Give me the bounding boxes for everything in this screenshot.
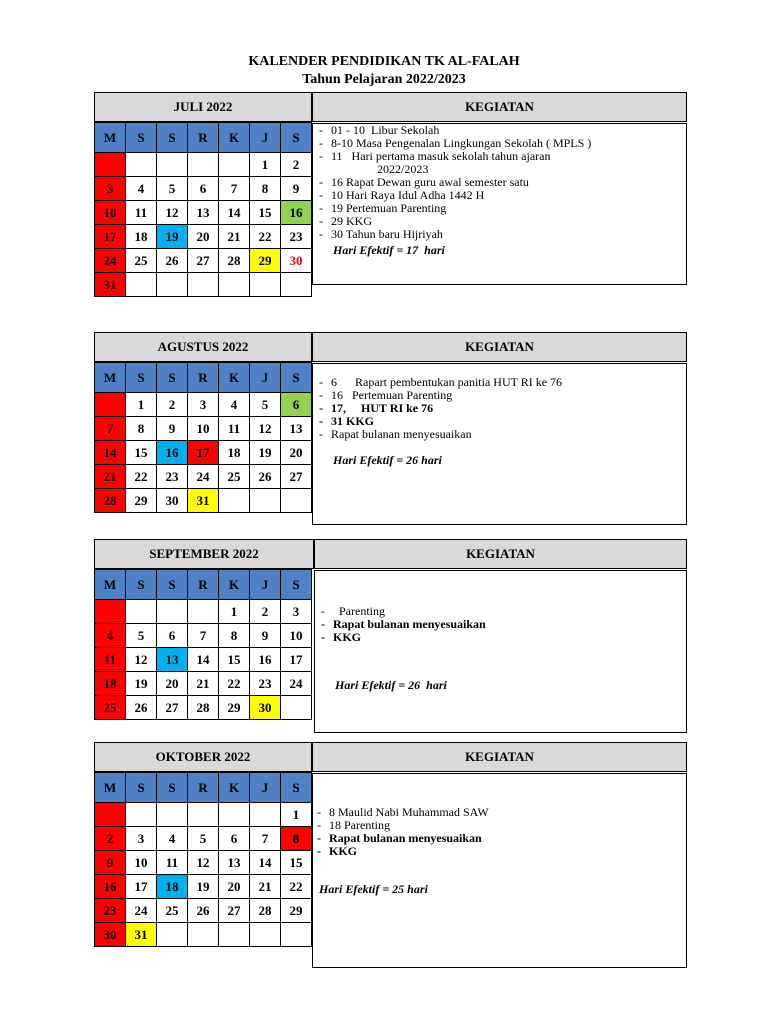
date-cell: 24	[126, 899, 157, 923]
date-cell	[219, 803, 250, 827]
week-row	[95, 827, 312, 851]
activity-item: - 6 Rapart pembentukan panitia HUT RI ke 76	[317, 376, 686, 389]
day-header: S	[157, 570, 188, 600]
date-cell: 9	[281, 177, 312, 201]
date-cell	[219, 923, 250, 947]
date-cell: 17	[188, 441, 219, 465]
day-header: K	[219, 123, 250, 153]
date-cell: 29	[219, 696, 250, 720]
activity-item: - 30 Tahun baru Hijriyah	[317, 228, 686, 241]
kegiatan-box	[312, 123, 687, 285]
date-cell: 24	[95, 249, 126, 273]
activity-item: - 10 Hari Raya Idul Adha 1442 H	[317, 189, 686, 202]
date-cell: 2	[281, 153, 312, 177]
date-cell: 15	[281, 851, 312, 875]
date-cell: 10	[188, 417, 219, 441]
date-cell: 20	[188, 225, 219, 249]
date-cell: 3	[281, 600, 312, 624]
date-cell	[126, 803, 157, 827]
activity-list	[317, 124, 686, 241]
week-row	[95, 201, 312, 225]
day-header: S	[281, 570, 312, 600]
week-row	[95, 672, 312, 696]
date-cell: 4	[157, 827, 188, 851]
date-cell: 20	[281, 441, 312, 465]
date-cell: 1	[281, 803, 312, 827]
date-cell: 4	[219, 393, 250, 417]
date-cell	[188, 803, 219, 827]
activity-list	[317, 376, 686, 441]
date-cell	[188, 923, 219, 947]
date-cell: 21	[188, 672, 219, 696]
activity-item: - 16 Pertemuan Parenting	[317, 389, 686, 402]
date-cell	[250, 273, 281, 297]
month-title: OKTOBER 2022	[94, 742, 312, 772]
kegiatan-header: KEGIATAN	[312, 332, 687, 362]
date-cell: 24	[188, 465, 219, 489]
date-cell: 13	[188, 201, 219, 225]
month-title: AGUSTUS 2022	[94, 332, 312, 362]
date-cell: 13	[219, 851, 250, 875]
document-title: KALENDER PENDIDIKAN TK AL-FALAH	[248, 54, 520, 69]
date-cell: 3	[95, 177, 126, 201]
date-cell	[126, 600, 157, 624]
date-cell: 29	[281, 899, 312, 923]
date-cell: 13	[157, 648, 188, 672]
calendar-grid	[94, 122, 312, 297]
week-row	[95, 696, 312, 720]
date-cell: 10	[281, 624, 312, 648]
date-cell: 16	[281, 201, 312, 225]
week-row	[95, 600, 312, 624]
kegiatan-header: KEGIATAN	[312, 742, 687, 772]
day-header: J	[250, 773, 281, 803]
date-cell: 30	[250, 696, 281, 720]
date-cell: 4	[95, 624, 126, 648]
kegiatan-header: KEGIATAN	[314, 539, 687, 569]
date-cell: 5	[126, 624, 157, 648]
week-row	[95, 899, 312, 923]
day-header: S	[126, 363, 157, 393]
date-cell: 25	[126, 249, 157, 273]
day-header: M	[95, 773, 126, 803]
date-cell: 6	[157, 624, 188, 648]
date-cell	[188, 600, 219, 624]
date-cell: 6	[219, 827, 250, 851]
calendar-grid	[94, 362, 312, 513]
week-row	[95, 648, 312, 672]
date-cell	[95, 153, 126, 177]
calendar-grid	[94, 569, 312, 720]
day-header: M	[95, 363, 126, 393]
date-cell: 27	[281, 465, 312, 489]
activity-item: - 8-10 Masa Pengenalan Lingkungan Sekolah ( MPLS )	[317, 137, 686, 150]
date-cell: 23	[157, 465, 188, 489]
date-cell: 28	[250, 899, 281, 923]
hari-efektif: Hari Efektif = 25 hari	[319, 882, 428, 896]
week-row	[95, 177, 312, 201]
activity-item: - 31 KKG	[317, 415, 686, 428]
date-cell	[126, 153, 157, 177]
hari-efektif: Hari Efektif = 26 hari	[335, 678, 447, 692]
date-cell: 11	[126, 201, 157, 225]
day-header: S	[281, 773, 312, 803]
date-cell: 6	[281, 393, 312, 417]
date-cell: 31	[188, 489, 219, 513]
date-cell: 6	[188, 177, 219, 201]
day-header: S	[126, 570, 157, 600]
date-cell: 17	[281, 648, 312, 672]
date-cell: 8	[281, 827, 312, 851]
date-cell: 27	[157, 696, 188, 720]
week-row	[95, 249, 312, 273]
day-header: S	[126, 123, 157, 153]
date-cell: 8	[126, 417, 157, 441]
date-cell: 30	[281, 249, 312, 273]
day-header: J	[250, 570, 281, 600]
activity-item: - 11 Hari pertama masuk sekolah tahun ajaran	[317, 150, 686, 163]
date-cell: 17	[126, 875, 157, 899]
date-cell: 10	[95, 201, 126, 225]
activity-item: - 17, HUT RI ke 76	[317, 402, 686, 415]
date-cell: 8	[250, 177, 281, 201]
week-row	[95, 273, 312, 297]
date-cell: 18	[126, 225, 157, 249]
date-cell	[281, 696, 312, 720]
day-header: K	[219, 363, 250, 393]
day-header: S	[157, 123, 188, 153]
date-cell: 7	[95, 417, 126, 441]
activity-item: - 16 Rapat Dewan guru awal semester satu	[317, 176, 686, 189]
date-cell: 23	[250, 672, 281, 696]
date-cell: 9	[250, 624, 281, 648]
date-cell: 2	[157, 393, 188, 417]
week-row	[95, 393, 312, 417]
date-cell: 10	[126, 851, 157, 875]
month-title: JULI 2022	[94, 92, 312, 122]
date-cell: 26	[126, 696, 157, 720]
day-header: S	[157, 773, 188, 803]
date-cell: 3	[126, 827, 157, 851]
date-cell: 25	[95, 696, 126, 720]
date-cell	[157, 923, 188, 947]
activity-list	[319, 605, 686, 644]
date-cell: 5	[250, 393, 281, 417]
date-cell: 30	[157, 489, 188, 513]
date-cell: 19	[157, 225, 188, 249]
date-cell: 18	[95, 672, 126, 696]
kegiatan-box	[312, 773, 687, 968]
day-header: S	[157, 363, 188, 393]
date-cell: 29	[126, 489, 157, 513]
day-header: J	[250, 363, 281, 393]
day-header: S	[281, 123, 312, 153]
day-header: S	[281, 363, 312, 393]
date-cell: 18	[157, 875, 188, 899]
kegiatan-box	[312, 363, 687, 525]
activity-item: - 01 - 10 Libur Sekolah	[317, 124, 686, 137]
week-row	[95, 441, 312, 465]
date-cell	[219, 273, 250, 297]
activity-item: - Rapat bulanan menyesuaikan	[319, 618, 686, 631]
date-cell: 31	[95, 273, 126, 297]
date-cell: 14	[95, 441, 126, 465]
date-cell: 13	[281, 417, 312, 441]
date-cell	[157, 153, 188, 177]
date-cell	[219, 153, 250, 177]
activity-item: - KKG	[319, 631, 686, 644]
date-cell: 31	[126, 923, 157, 947]
week-row	[95, 851, 312, 875]
day-header: R	[188, 123, 219, 153]
date-cell: 2	[95, 827, 126, 851]
date-cell: 26	[188, 899, 219, 923]
document-subtitle: Tahun Pelajaran 2022/2023	[302, 72, 466, 87]
week-row	[95, 875, 312, 899]
date-cell: 26	[157, 249, 188, 273]
week-row	[95, 225, 312, 249]
date-cell	[281, 489, 312, 513]
day-header: J	[250, 123, 281, 153]
date-cell: 18	[219, 441, 250, 465]
date-cell: 28	[188, 696, 219, 720]
date-cell: 21	[95, 465, 126, 489]
date-cell: 23	[95, 899, 126, 923]
day-header: R	[188, 570, 219, 600]
date-cell: 24	[281, 672, 312, 696]
date-cell: 12	[126, 648, 157, 672]
activity-list	[315, 806, 686, 858]
day-header: R	[188, 773, 219, 803]
activity-item: - Rapat bulanan menyesuaikan	[315, 832, 686, 845]
date-cell: 1	[219, 600, 250, 624]
day-header: M	[95, 570, 126, 600]
date-cell: 25	[219, 465, 250, 489]
date-cell	[281, 273, 312, 297]
date-cell: 11	[219, 417, 250, 441]
date-cell: 19	[188, 875, 219, 899]
date-cell: 21	[219, 225, 250, 249]
date-cell: 16	[157, 441, 188, 465]
date-cell: 12	[157, 201, 188, 225]
date-cell: 7	[188, 624, 219, 648]
date-cell	[157, 600, 188, 624]
date-cell: 8	[219, 624, 250, 648]
date-cell	[95, 393, 126, 417]
date-cell: 22	[250, 225, 281, 249]
day-header: R	[188, 363, 219, 393]
day-header: S	[126, 773, 157, 803]
week-row	[95, 417, 312, 441]
activity-item: - 19 Pertemuan Parenting	[317, 202, 686, 215]
date-cell: 5	[157, 177, 188, 201]
hari-efektif: Hari Efektif = 17 hari	[333, 243, 445, 257]
date-cell: 15	[250, 201, 281, 225]
date-cell: 7	[250, 827, 281, 851]
date-cell: 11	[95, 648, 126, 672]
date-cell: 14	[188, 648, 219, 672]
activity-item: - Rapat bulanan menyesuaikan	[317, 428, 686, 441]
date-cell: 5	[188, 827, 219, 851]
day-header: M	[95, 123, 126, 153]
date-cell: 28	[95, 489, 126, 513]
week-row	[95, 923, 312, 947]
month-title: SEPTEMBER 2022	[94, 539, 314, 569]
date-cell: 16	[250, 648, 281, 672]
date-cell: 15	[126, 441, 157, 465]
activity-item: - Parenting	[319, 605, 686, 618]
kegiatan-box	[314, 570, 687, 733]
date-cell: 1	[126, 393, 157, 417]
activity-item: - 8 Maulid Nabi Muhammad SAW	[315, 806, 686, 819]
date-cell	[95, 803, 126, 827]
date-cell: 12	[250, 417, 281, 441]
date-cell: 11	[157, 851, 188, 875]
week-row	[95, 624, 312, 648]
date-cell: 16	[95, 875, 126, 899]
day-header: K	[219, 773, 250, 803]
date-cell: 22	[281, 875, 312, 899]
date-cell: 4	[126, 177, 157, 201]
date-cell: 19	[250, 441, 281, 465]
date-cell: 17	[95, 225, 126, 249]
date-cell: 12	[188, 851, 219, 875]
calendar-grid	[94, 772, 312, 947]
date-cell: 7	[219, 177, 250, 201]
date-cell	[157, 803, 188, 827]
date-cell: 23	[281, 225, 312, 249]
date-cell: 20	[157, 672, 188, 696]
date-cell: 25	[157, 899, 188, 923]
date-cell: 15	[219, 648, 250, 672]
date-cell	[157, 273, 188, 297]
activity-item: - 18 Parenting	[315, 819, 686, 832]
date-cell	[188, 273, 219, 297]
date-cell: 28	[219, 249, 250, 273]
date-cell: 26	[250, 465, 281, 489]
date-cell: 9	[95, 851, 126, 875]
date-cell: 1	[250, 153, 281, 177]
date-cell: 30	[95, 923, 126, 947]
date-cell: 9	[157, 417, 188, 441]
hari-efektif: Hari Efektif = 26 hari	[333, 453, 442, 467]
date-cell: 21	[250, 875, 281, 899]
week-row	[95, 153, 312, 177]
date-cell	[250, 489, 281, 513]
date-cell: 20	[219, 875, 250, 899]
date-cell	[250, 803, 281, 827]
kegiatan-header: KEGIATAN	[312, 92, 687, 122]
date-cell	[219, 489, 250, 513]
date-cell: 3	[188, 393, 219, 417]
day-header: K	[219, 570, 250, 600]
date-cell: 2	[250, 600, 281, 624]
date-cell: 27	[188, 249, 219, 273]
date-cell: 14	[219, 201, 250, 225]
week-row	[95, 803, 312, 827]
date-cell: 29	[250, 249, 281, 273]
activity-item: - KKG	[315, 845, 686, 858]
week-row	[95, 465, 312, 489]
date-cell	[126, 273, 157, 297]
date-cell: 19	[126, 672, 157, 696]
week-row	[95, 489, 312, 513]
date-cell: 22	[219, 672, 250, 696]
activity-item: 2022/2023	[377, 162, 429, 176]
date-cell: 14	[250, 851, 281, 875]
date-cell	[281, 923, 312, 947]
date-cell	[250, 923, 281, 947]
date-cell	[188, 153, 219, 177]
date-cell: 22	[126, 465, 157, 489]
activity-item: - 29 KKG	[317, 215, 686, 228]
date-cell	[95, 600, 126, 624]
date-cell: 27	[219, 899, 250, 923]
